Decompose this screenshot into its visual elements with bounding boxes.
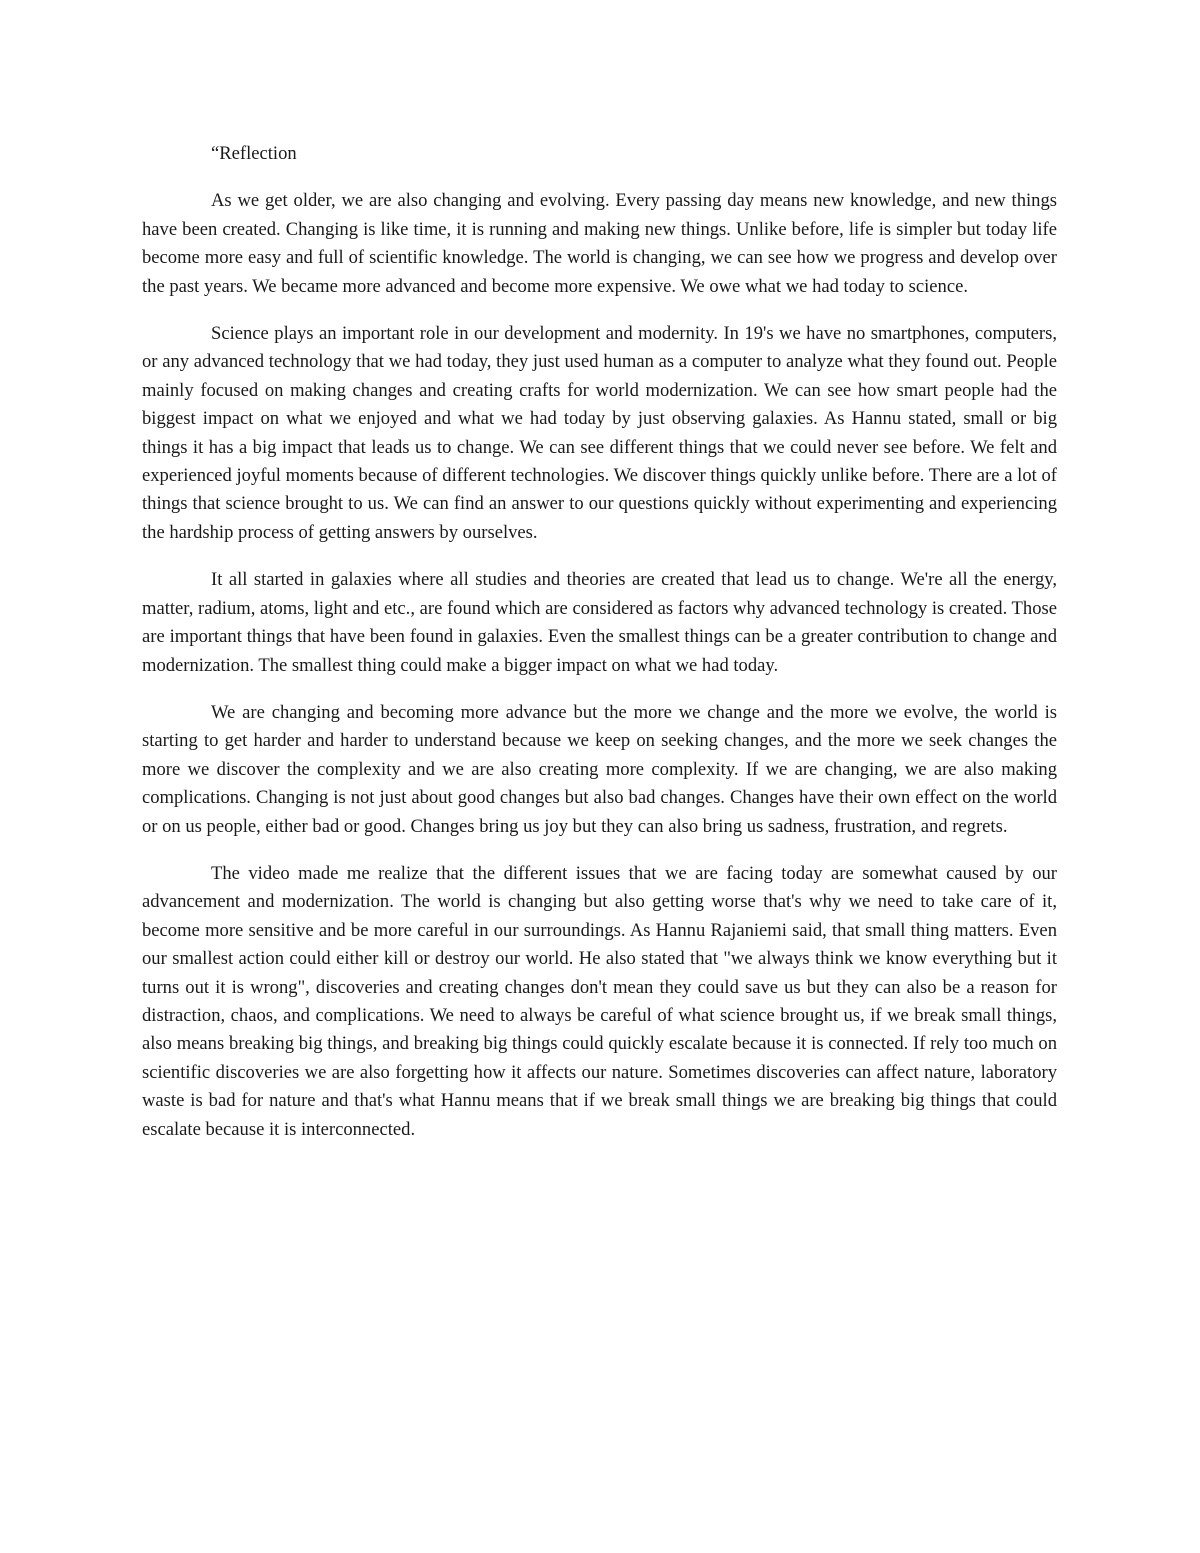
paragraph-5: The video made me realize that the different issues that we are facing today are somewhat caused by our advancement and modernization. The world is changing but also getting worse that's why we need to take care of it, become more sensitive and be more careful in our surroundings. As Hannu Rajaniemi said, that small thing matters. Even our smallest action could either kill or destroy our world. He also stated that "we always think we know everything but it turns out it is wrong", discoveries and creating changes don't mean they could save us but they can also be a reason for distraction, chaos, and complications. We need to always be careful of what science brought us, if we break small things, also means breaking big things, and breaking big things could quickly escalate because it is connected. If rely too much on scientific discoveries we are also forgetting how it affects our nature. Sometimes discoveries can affect nature, laboratory waste is bad for nature and that's what Hannu means that if we break small things we are breaking big things that could escalate because it is interconnected. [142,862,1057,1140]
document-title: “Reflection [211,143,297,164]
paragraph-2: Science plays an important role in our development and modernity. In 19's we have no smartphones, computers, or any advanced technology that we had today, they just used human as a computer to analyze what they found out. People mainly focused on making changes and creating crafts for world modernization. We can see how smart people had the biggest impact on what we enjoyed and what we had today by just observing galaxies. As Hannu stated, small or big things it has a big impact that leads us to change. We can see different things that we could never see before. We felt and experienced joyful moments because of different technologies. We discover things quickly unlike before. There are a lot of things that science brought to us. We can find an answer to our questions quickly without experimenting and experiencing the hardship process of getting answers by ourselves. [142,323,1057,543]
paragraph-1: As we get older, we are also changing and evolving. Every passing day means new knowledge, and new things have been created. Changing is like time, it is running and making new things. Unlike before, life is simpler but today life become more easy and full of scientific knowledge. The world is changing, we can see how we progress and develop over the past years. We became more advanced and become more expensive. We owe what we had today to science. [142,190,1057,297]
paragraph-4: We are changing and becoming more advance but the more we change and the more we evolve, the world is starting to get harder and harder to understand because we keep on seeking changes, and the more we seek changes the more we discover the complexity and we are also creating more complexity. If we are changing, we are also making complications. Changing is not just about good changes but also bad changes. Changes have their own effect on the world or on us people, either bad or good. Changes bring us joy but they can also bring us sadness, frustration, and regrets. [142,701,1057,837]
document-body [142,140,1057,1163]
paragraph-3: It all started in galaxies where all studies and theories are created that lead us to change. We're all the energy, matter, radium, atoms, light and etc., are found which are considered as factors why advanced technology is created. Those are important things that have been found in galaxies. Even the smallest things can be a greater contribution to change and modernization. The smallest thing could make a bigger impact on what we had today. [142,569,1057,676]
